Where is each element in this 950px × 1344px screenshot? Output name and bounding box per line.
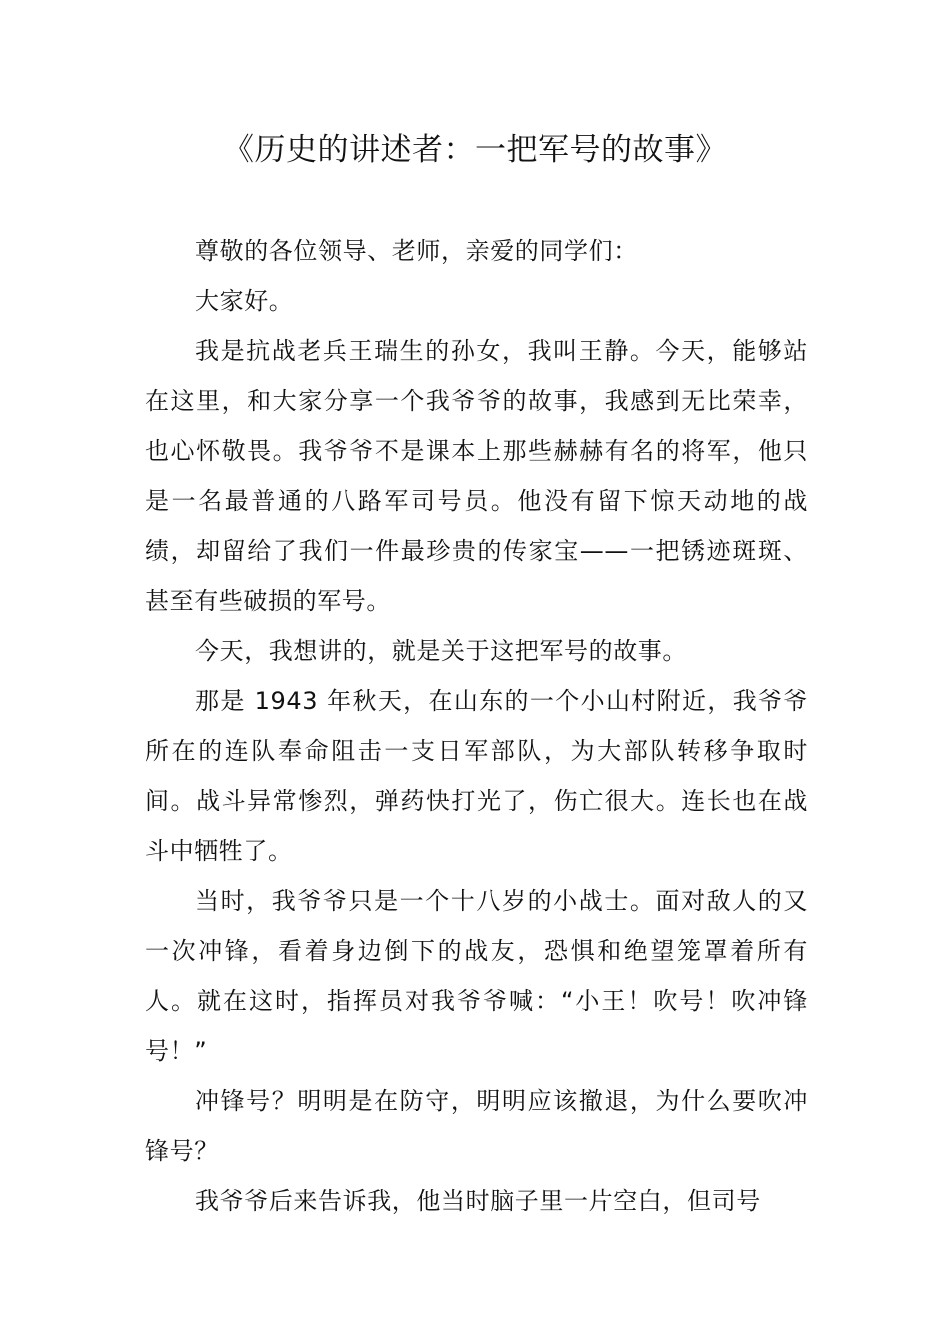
paragraph-hello: 大家好。	[195, 287, 294, 315]
paragraph-battle: 那是 1943 年秋天，在山东的一个小山村附近，我爷爷所在的连队奉命阻击一支日军部队，为大部队转移争取时间。战斗异常惨烈，弹药快打光了，伤亡很大。连长也在战斗中牺牲了。	[145, 687, 808, 865]
paragraph-recall: 我爷爷后来告诉我，他当时脑子里一片空白，但司号	[195, 1187, 761, 1215]
document-body	[145, 226, 808, 1226]
paragraph-intro: 我是抗战老兵王瑞生的孙女，我叫王静。今天，能够站在这里，和大家分享一个我爷爷的故事，我感到无比荣幸，也心怀敬畏。我爷爷不是课本上那些赫赫有名的将军，他只是一名最普通的八路军司号员。他没有留下惊天动地的战绩，却留给了我们一件最珍贵的传家宝——一把锈迹斑斑、甚至有些破损的军号。	[145, 337, 808, 615]
paragraph-topic: 今天，我想讲的，就是关于这把军号的故事。	[195, 637, 687, 665]
document-title: 《历史的讲述者：一把军号的故事》	[223, 132, 727, 168]
paragraph-greeting: 尊敬的各位领导、老师，亲爱的同学们：	[195, 237, 638, 265]
paragraph-question: 冲锋号？明明是在防守，明明应该撤退，为什么要吹冲锋号？	[145, 1087, 808, 1165]
paragraph-order: 当时，我爷爷只是一个十八岁的小战士。面对敌人的又一次冲锋，看着身边倒下的战友，恐惧和绝望笼罩着所有人。就在这时，指挥员对我爷爷喊：“小王！吹号！吹冲锋号！”	[145, 887, 808, 1065]
